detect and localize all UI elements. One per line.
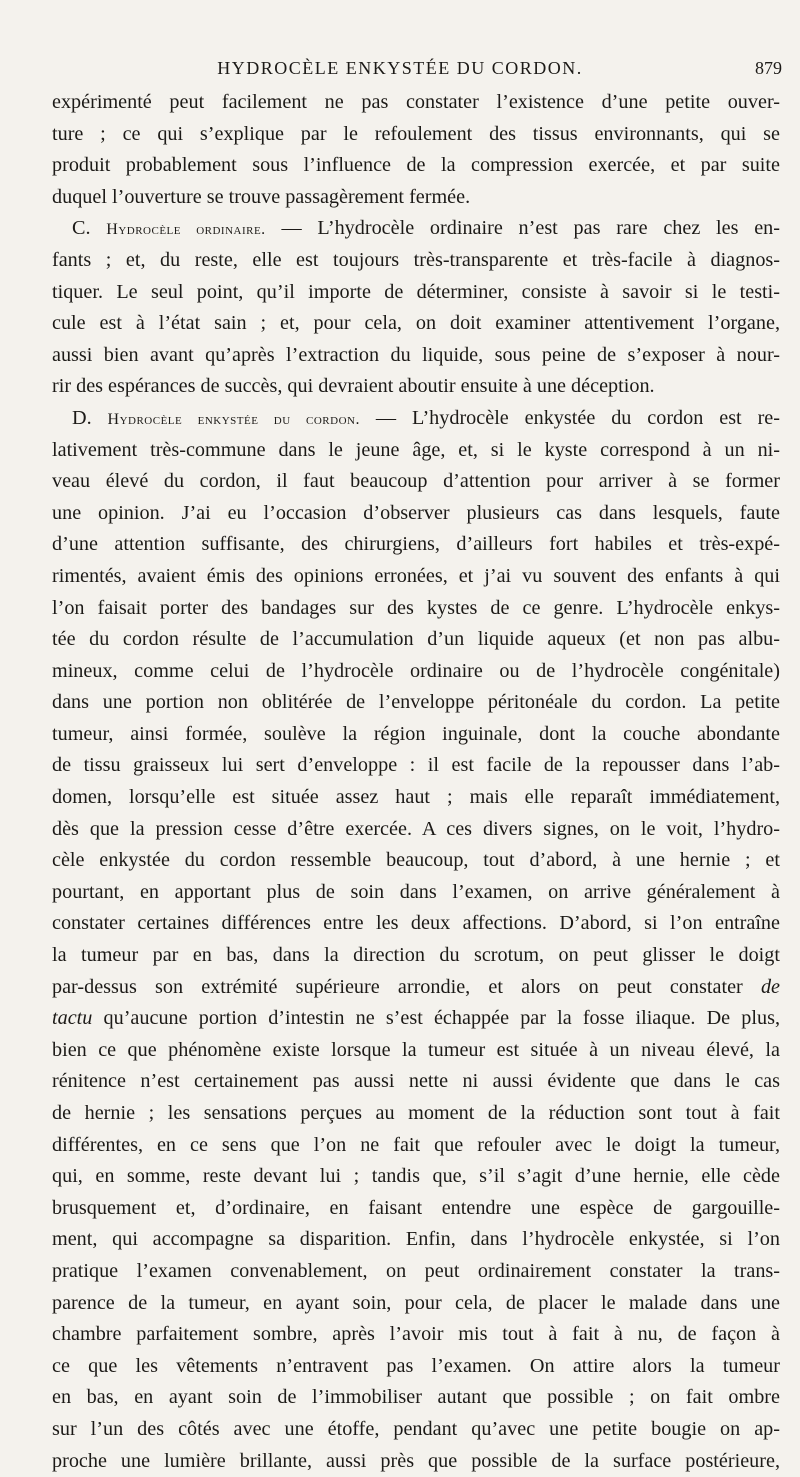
text-line: cule est à l’état sain ; et, pour cela, on doit examiner attentivement l’organe, — [52, 312, 780, 335]
text-line: la tumeur par en bas, dans la direction du scrotum, on peut glisser le doigt — [52, 944, 780, 967]
text-line: dans une portion non oblitérée de l’enveloppe péritonéale du cordon. La petite — [52, 691, 780, 714]
text-line: qui, en somme, reste devant lui ; tandis que, s’il s’agit d’une hernie, elle cède — [52, 1165, 780, 1188]
text-line: proche une lumière brillante, aussi près que possible de la surface postérieure, — [52, 1449, 780, 1472]
text-line: expérimenté peut facilement ne pas constater l’existence d’une petite ouver- — [52, 91, 780, 113]
text-line: ce que les vêtements n’entravent pas l’examen. On attire alors la tumeur — [52, 1354, 780, 1377]
text-line: pourtant, en apportant plus de soin dans l’examen, on arrive généralement à — [52, 880, 780, 903]
text-line: lativement très-commune dans le jeune âge, et, si le kyste correspond à un ni- — [52, 438, 780, 461]
text-line: brusquement et, d’ordinaire, en faisant entendre une espèce de gargouille- — [52, 1196, 780, 1219]
text-line: rénitence n’est certainement pas aussi nette ni aussi évidente que dans le cas — [52, 1070, 780, 1093]
text-line: tée du cordon résulte de l’accumulation d’un liquide aqueux (et non pas albu- — [52, 628, 780, 651]
text-line: fants ; et, du reste, elle est toujours très-transparente et très-facile à diagnos- — [52, 248, 780, 271]
section-heading: Hydrocèle ordinaire. — [106, 221, 266, 239]
section-letter: C. — [72, 217, 107, 240]
text-line: cèle enkystée du cordon ressemble beaucoup, tout d’abord, à une hernie ; et — [52, 849, 780, 872]
line-text: — L’hydrocèle enkystée du cordon est re- — [359, 406, 780, 429]
text-line: d’une attention suffisante, des chirurgiens, d’ailleurs fort habiles et très-expé- — [52, 533, 780, 556]
text-line — [52, 403, 780, 435]
running-head — [40, 58, 800, 88]
text-line: parence de la tumeur, en ayant soin, pour cela, de placer le malade dans une — [52, 1291, 780, 1314]
line-text: qu’aucune portion d’intestin ne s’est échappée par la fosse iliaque. De plus, — [92, 1007, 780, 1030]
text-line: rimentés, avaient émis des opinions erronées, et j’ai vu souvent des enfants à qui — [52, 564, 780, 587]
body-text — [52, 87, 780, 1477]
text-line: constater certaines différences entre les deux affections. D’abord, si l’on entraîne — [52, 912, 780, 935]
text-line: bien ce que phénomène existe lorsque la tumeur est située à un niveau élevé, la — [52, 1038, 780, 1061]
text-line: l’on faisait porter des bandages sur des kystes de ce genre. L’hydrocèle enkys- — [52, 596, 780, 619]
text-line: de tissu graisseux lui sert d’enveloppe : il est facile de la repousser dans l’ab- — [52, 754, 780, 777]
text-line: tiquer. Le seul point, qu’il importe de déterminer, consiste à savoir si le testi- — [52, 280, 780, 303]
text-line: ture ; ce qui s’explique par le refoulement des tissus environnants, qui se — [52, 122, 780, 145]
text-line: duquel l’ouverture se trouve passagèrement fermée. — [52, 185, 471, 208]
line-text: par-dessus son extrémité supérieure arrondie, et alors on peut constater — [52, 975, 761, 998]
section-letter: D. — [72, 406, 108, 429]
section-heading: Hydrocèle enkystée du cordon. — [107, 410, 360, 428]
text-line: aussi bien avant qu’après l’extraction du liquide, sous peine de s’exposer à nour- — [52, 343, 780, 366]
text-line: veau élevé du cordon, il faut beaucoup d’attention pour arriver à se former — [52, 470, 780, 493]
text-line — [52, 1003, 780, 1035]
text-line: une opinion. J’ai eu l’occasion d’observer plusieurs cas dans lesquels, faute — [52, 501, 780, 524]
italic-term: de — [760, 975, 780, 998]
text-line: de hernie ; les sensations perçues au moment de la réduction sont tout à fait — [52, 1102, 780, 1124]
running-title: HYDROCÈLE ENKYSTÉE DU CORDON. — [217, 58, 583, 78]
text-line: mineux, comme celui de l’hydrocèle ordinaire ou de l’hydrocèle congénitale) — [52, 659, 780, 682]
line-text: — L’hydrocèle ordinaire n’est pas rare chez les en- — [265, 217, 780, 240]
text-line: tumeur, ainsi formée, soulève la région inguinale, dont la couche abondante — [52, 722, 780, 745]
italic-term: tactu — [52, 1007, 93, 1030]
text-line — [52, 972, 780, 1004]
text-line: produit probablement sous l’influence de la compression exercée, et par suite — [52, 154, 780, 177]
text-line: chambre parfaitement sombre, après l’avoir mis tout à fait à nu, de façon à — [52, 1323, 780, 1346]
text-line: rir des espérances de succès, qui devraient aboutir ensuite à une déception. — [52, 375, 655, 398]
text-line — [52, 213, 780, 245]
page-number: 879 — [755, 58, 782, 78]
text-line: sur l’un des côtés avec une étoffe, pendant qu’avec une petite bougie on ap- — [52, 1417, 780, 1440]
text-line: pratique l’examen convenablement, on peut ordinairement constater la trans- — [52, 1259, 780, 1282]
text-line: domen, lorsqu’elle est située assez haut ; mais elle reparaît immédiatement, — [52, 786, 780, 809]
text-line: dès que la pression cesse d’être exercée. A ces divers signes, on le voit, l’hydro- — [52, 817, 780, 840]
text-line: en bas, en ayant soin de l’immobiliser autant que possible ; on fait ombre — [52, 1386, 780, 1409]
text-line: ment, qui accompagne sa disparition. Enfin, dans l’hydrocèle enkystée, si l’on — [52, 1228, 780, 1251]
text-line: différentes, en ce sens que l’on ne fait que refouler avec le doigt la tumeur, — [52, 1133, 780, 1156]
